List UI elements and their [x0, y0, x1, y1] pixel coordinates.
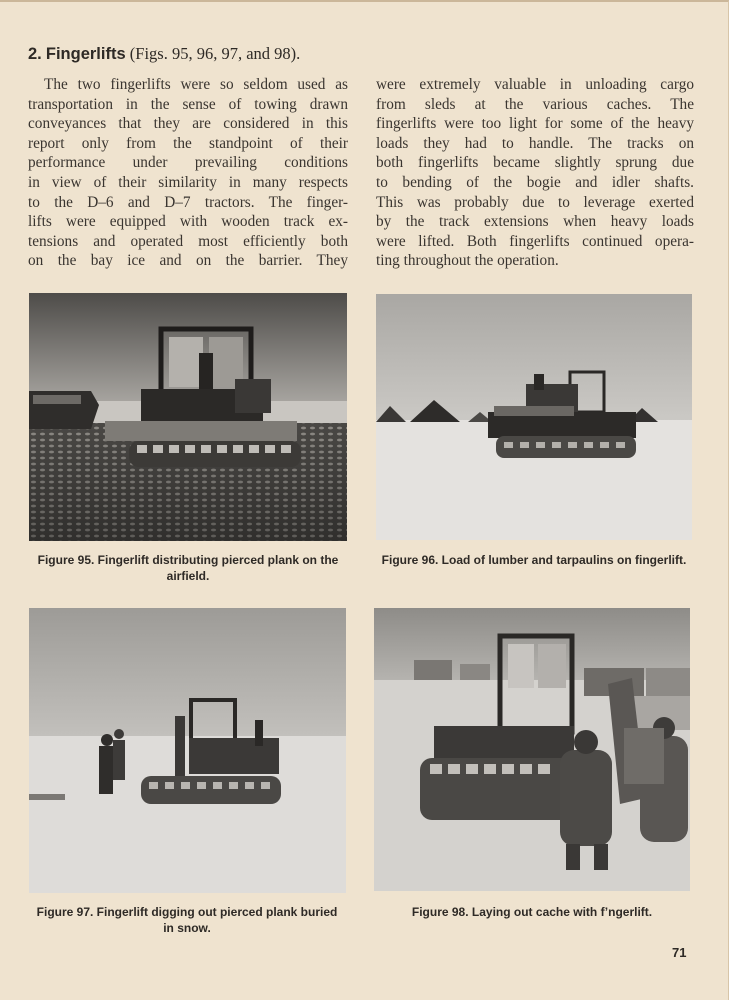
- text-line: The two fingerlifts were so seldom used as: [44, 76, 348, 93]
- section-figure-refs: (Figs. 95, 96, 97, and 98).: [129, 44, 301, 63]
- section-title: Fingerlifts: [45, 45, 126, 63]
- text-line: transportation in the sense of towing drawn: [28, 95, 348, 113]
- caption-line: Figure 97. Fingerlift digging out pierced plank buried: [36, 905, 338, 919]
- figure-95-caption: [29, 552, 347, 584]
- text-line: loads they had to handle. The tracks on: [376, 134, 694, 152]
- text-line: in view of their similarity in many respects: [28, 173, 348, 191]
- text-line: both fingerlifts became slightly sprung due: [376, 154, 694, 172]
- text-line: were extremely valuable in unloading cargo: [376, 76, 694, 93]
- caption-line: Figure 95. Fingerlift distributing pierced plank on the: [37, 553, 339, 567]
- figure-98-photo: [374, 608, 690, 891]
- caption-line: airfield.: [166, 569, 210, 583]
- text-line: performance under prevailing conditions: [28, 154, 348, 172]
- text-line: conveyances that they are considered in this: [28, 115, 348, 133]
- caption-line: Figure 98. Laying out cache with f’ngerlift.: [411, 905, 653, 919]
- figure-97-caption: [18, 904, 356, 936]
- text-line: fingerlifts were too light for some of the heavy: [376, 115, 694, 133]
- figure-98-caption: [374, 904, 690, 920]
- text-line: This was probably due to leverage exerted: [376, 193, 694, 211]
- figure-97-photo: [29, 608, 346, 893]
- body-text-left-column: [28, 75, 348, 271]
- figure-96-caption: [368, 552, 700, 568]
- body-text-right-column: [376, 75, 694, 271]
- caption-line: in snow.: [163, 921, 211, 935]
- text-line: by the track extensions when heavy loads: [376, 213, 694, 231]
- text-line: to the D–6 and D–7 tractors. The finger-: [28, 193, 348, 211]
- text-line: to bending of the bogie and idler shafts.: [376, 173, 694, 191]
- text-line: tensions and operated most efficiently both: [28, 232, 348, 250]
- figure-95-photo: [29, 293, 347, 541]
- text-line: from sleds at the various caches. The: [376, 95, 694, 113]
- section-heading: [28, 44, 300, 64]
- page-number: 71: [672, 945, 687, 960]
- text-line: on the bay ice and on the barrier. They: [28, 252, 348, 270]
- text-line: report only from the standpoint of their: [28, 134, 348, 152]
- text-line: ting throughout the operation.: [376, 252, 559, 270]
- text-line: lifts were equipped with wooden track ex-: [28, 213, 348, 231]
- figure-96-photo: [376, 294, 692, 540]
- caption-line: Figure 96. Load of lumber and tarpaulins on fingerlift.: [381, 553, 687, 567]
- section-number: 2.: [28, 45, 42, 63]
- text-line: were lifted. Both fingerlifts continued opera-: [376, 232, 694, 250]
